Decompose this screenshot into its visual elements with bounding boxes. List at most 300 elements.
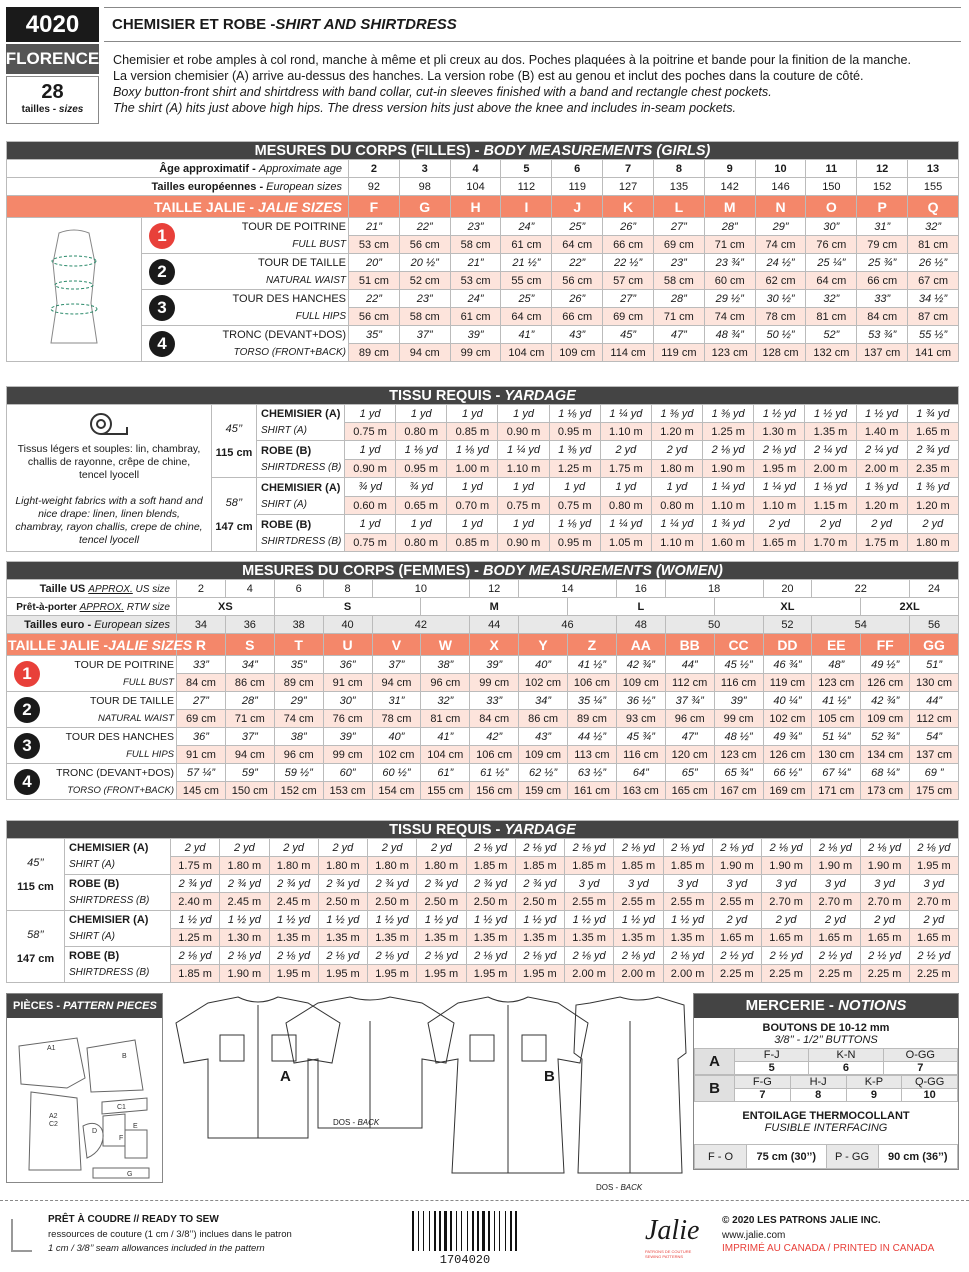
measure-cm-cell: 123 cm bbox=[714, 746, 763, 764]
yardage-yd-cell: 2 ⅛ yd bbox=[614, 947, 663, 965]
yardage-m-cell: 1.95 m bbox=[754, 460, 805, 478]
yardage-yd-cell: ¾ yd bbox=[396, 478, 447, 497]
yardage-yd-cell: 2 ¾ yd bbox=[220, 875, 269, 893]
yardage-yd-cell: 3 yd bbox=[860, 875, 909, 893]
us-size-label: Taille US APPROX. US size bbox=[7, 580, 177, 598]
measure-cm-cell: 123 cm bbox=[704, 344, 755, 362]
measure-inch-cell: 64” bbox=[616, 764, 665, 782]
yardage-yd-cell: 2 ⅛ yd bbox=[466, 839, 515, 857]
measure-inch-cell: 55 ½” bbox=[908, 326, 959, 344]
yardage-yd-cell: 3 yd bbox=[663, 875, 712, 893]
yardage-yd-cell: 2 yd bbox=[805, 515, 856, 534]
yardage-m-cell: 1.35 m bbox=[417, 929, 466, 947]
measure-cm-cell: 105 cm bbox=[812, 710, 861, 728]
yardage-m-cell: 1.10 m bbox=[651, 534, 702, 552]
yardage-yd-cell: 2 ⅛ yd bbox=[171, 947, 220, 965]
yardage-yd-cell: 2 ¼ yd bbox=[805, 441, 856, 460]
yardage-yd-cell: 1 ½ yd bbox=[417, 911, 466, 929]
euro-size-label: Tailles euro - European sizes bbox=[7, 616, 177, 634]
yardage-yd-cell: 2 yd bbox=[856, 515, 907, 534]
measure-cm-cell: 61 cm bbox=[501, 236, 552, 254]
desc-en-2: The shirt (A) hits just above high hips. The dress version hits just above the knee and includes in-seam pockets. bbox=[113, 101, 737, 115]
measure-cm-cell: 109 cm bbox=[552, 344, 603, 362]
yardage-yd-cell: 2 ⅛ yd bbox=[220, 947, 269, 965]
age-label: Âge approximatif - Approximate age bbox=[7, 160, 349, 178]
measure-inch-cell: 33” bbox=[470, 692, 519, 710]
rtw-size-cell: 2XL bbox=[861, 598, 959, 616]
measure-label-en: NATURAL WAIST bbox=[265, 274, 346, 286]
measure-inch-cell: 23” bbox=[450, 218, 501, 236]
measure-cm-cell: 66 cm bbox=[603, 236, 654, 254]
yardage-yd-cell: 2 yd bbox=[762, 911, 811, 929]
euro-cell: 135 bbox=[653, 178, 704, 196]
yardage-m-cell: 0.75 m bbox=[498, 497, 549, 515]
measure-label: TOUR DE TAILLE bbox=[89, 695, 174, 707]
measure-inch-cell: 24” bbox=[450, 290, 501, 308]
measure-cm-cell: 71 cm bbox=[704, 236, 755, 254]
measure-cm-cell: 69 cm bbox=[653, 236, 704, 254]
measure-cm-cell: 66 cm bbox=[857, 272, 908, 290]
measure-cm-cell: 81 cm bbox=[806, 308, 857, 326]
yardage-yd-cell: 1 ½ yd bbox=[368, 911, 417, 929]
measure-inch-cell: 26 ½” bbox=[908, 254, 959, 272]
measure-inch-cell: 39” bbox=[714, 692, 763, 710]
yardage-m-cell: 1.85 m bbox=[614, 857, 663, 875]
measure-inch-cell: 43” bbox=[519, 728, 568, 746]
measure-inch-cell: 42” bbox=[470, 728, 519, 746]
yardage-yd-cell: 2 ¾ yd bbox=[318, 875, 367, 893]
jalie-size-cell: X bbox=[470, 634, 519, 656]
yardage-m-cell: 1.65 m bbox=[712, 929, 761, 947]
measure-inch-cell: 34” bbox=[225, 656, 274, 674]
yardage-m-cell: 1.75 m bbox=[856, 534, 907, 552]
yardage-yd-cell: 1 yd bbox=[345, 405, 396, 423]
yardage-yd-cell: 1 ¼ yd bbox=[600, 515, 651, 534]
euro-cell: 112 bbox=[501, 178, 552, 196]
yardage-yd-cell: 1 yd bbox=[498, 478, 549, 497]
age-cell: 8 bbox=[653, 160, 704, 178]
measure-cm-cell: 56 cm bbox=[552, 272, 603, 290]
yardage-m-cell: 1.85 m bbox=[466, 857, 515, 875]
yardage-yd-cell: 2 yd bbox=[368, 839, 417, 857]
women-measurements-table bbox=[6, 561, 959, 800]
euro-size-cell: 42 bbox=[372, 616, 470, 634]
measure-inch-cell: 41 ½” bbox=[812, 692, 861, 710]
yardage-yd-cell: 1 yd bbox=[447, 405, 498, 423]
measure-inch-cell: 54” bbox=[910, 728, 959, 746]
yardage-yd-cell: 2 ⅛ yd bbox=[515, 947, 564, 965]
yardage-yd-cell: 1 ⅜ yd bbox=[549, 441, 600, 460]
piece-g bbox=[93, 1168, 149, 1178]
measure-3-icon: 3 bbox=[14, 733, 40, 759]
jalie-size-cell: W bbox=[421, 634, 470, 656]
measure-inch-cell: 31” bbox=[372, 692, 421, 710]
age-cell: 9 bbox=[704, 160, 755, 178]
yardage-yd-cell: 2 ⅛ yd bbox=[515, 839, 564, 857]
us-size-cell: 4 bbox=[225, 580, 274, 598]
measure-cm-cell: 173 cm bbox=[861, 782, 910, 800]
measure-cm-cell: 134 cm bbox=[861, 746, 910, 764]
interfacing-range-2: P - GG bbox=[826, 1145, 878, 1169]
dress-b-pocket-left bbox=[470, 1035, 494, 1061]
view-b-buttons-label: B bbox=[695, 1076, 735, 1102]
yardage-title: TISSU REQUIS - YARDAGE bbox=[7, 387, 959, 405]
yardage-yd-cell: 2 ½ yd bbox=[712, 947, 761, 965]
measure-cm-cell: 66 cm bbox=[552, 308, 603, 326]
yardage-m-cell: 1.85 m bbox=[171, 965, 220, 983]
body-figure bbox=[7, 218, 142, 362]
yardage-m-cell: 2.25 m bbox=[860, 965, 909, 983]
a-range-1: F-J bbox=[735, 1049, 809, 1062]
yardage-yd-cell: 1 yd bbox=[549, 478, 600, 497]
euro-label: Tailles européennes - European sizes bbox=[7, 178, 349, 196]
yardage-m-cell: 1.20 m bbox=[651, 423, 702, 441]
yardage-m-cell: 1.95 m bbox=[515, 965, 564, 983]
yardage-yd-cell: 2 ⅛ yd bbox=[663, 947, 712, 965]
measure-label-en: TORSO (FRONT+BACK) bbox=[233, 346, 346, 358]
yardage-yd-cell: 1 yd bbox=[396, 515, 447, 534]
footer bbox=[0, 1200, 969, 1272]
yardage-yd-cell: 1 ⅛ yd bbox=[805, 478, 856, 497]
yardage-yd-cell: 2 ⅛ yd bbox=[565, 839, 614, 857]
girls-title: MESURES DU CORPS (FILLES) - BODY MEASUREMENTS (GIRLS) bbox=[7, 142, 959, 160]
measure-cm-cell: 169 cm bbox=[763, 782, 812, 800]
girls-yardage-table bbox=[6, 386, 959, 552]
measure-cm-cell: 71 cm bbox=[225, 710, 274, 728]
measure-inch-cell: 49 ¾” bbox=[763, 728, 812, 746]
yardage-m-cell: 1.25 m bbox=[549, 460, 600, 478]
measure-2-icon: 2 bbox=[149, 259, 175, 285]
yardage-yd-cell: 1 ⅛ yd bbox=[549, 515, 600, 534]
measure-1-icon: 1 bbox=[149, 223, 175, 249]
yardage-yd-cell: 2 ¾ yd bbox=[269, 875, 318, 893]
jalie-size-cell: G bbox=[399, 196, 450, 218]
measure-cm-cell: 69 cm bbox=[177, 710, 226, 728]
yardage-m-cell: 1.85 m bbox=[515, 857, 564, 875]
fabric-width: 45’’ 115 cm bbox=[7, 839, 65, 911]
measure-cm-cell: 53 cm bbox=[450, 272, 501, 290]
measure-inch-cell: 26” bbox=[603, 218, 654, 236]
shirt-a-pocket-left bbox=[220, 1035, 244, 1061]
euro-cell: 119 bbox=[552, 178, 603, 196]
measure-inch-cell: 62 ½” bbox=[519, 764, 568, 782]
yardage-yd-cell: 1 ¾ yd bbox=[907, 405, 958, 423]
measure-cm-cell: 99 cm bbox=[470, 674, 519, 692]
b-range-3: K-P bbox=[846, 1076, 902, 1089]
label-c2: C2 bbox=[49, 1121, 58, 1128]
fabric-width: 58’’ 147 cm bbox=[212, 478, 257, 552]
measure-inch-cell: 24” bbox=[501, 218, 552, 236]
measure-label-en: FULL BUST bbox=[292, 238, 346, 250]
yardage-yd-cell: 2 ⅛ yd bbox=[909, 839, 958, 857]
us-size-cell: 24 bbox=[910, 580, 959, 598]
measure-cm-cell: 84 cm bbox=[857, 308, 908, 326]
measure-inch-cell: 48 ½” bbox=[714, 728, 763, 746]
euro-cell: 155 bbox=[908, 178, 959, 196]
measure-cm-cell: 84 cm bbox=[470, 710, 519, 728]
measure-inch-cell: 46 ¾” bbox=[763, 656, 812, 674]
measure-inch-cell: 40” bbox=[372, 728, 421, 746]
measure-inch-cell: 24 ½” bbox=[755, 254, 806, 272]
yardage-m-cell: 1.35 m bbox=[565, 929, 614, 947]
measure-cm-cell: 89 cm bbox=[274, 674, 323, 692]
measure-inch-cell: 40” bbox=[519, 656, 568, 674]
yardage-m-cell: 1.95 m bbox=[417, 965, 466, 983]
measure-inch-cell: 47” bbox=[665, 728, 714, 746]
yardage-yd-cell: 1 ¼ yd bbox=[703, 478, 754, 497]
yardage-m-cell: 2.25 m bbox=[762, 965, 811, 983]
measure-inch-cell: 29 ½” bbox=[704, 290, 755, 308]
euro-size-cell: 50 bbox=[665, 616, 763, 634]
measure-3-icon: 3 bbox=[149, 295, 175, 321]
yardage-yd-cell: 2 ⅛ yd bbox=[703, 441, 754, 460]
age-cell: 10 bbox=[755, 160, 806, 178]
measure-inch-cell: 31” bbox=[857, 218, 908, 236]
b-count-2: 8 bbox=[790, 1089, 846, 1102]
fabric-note-fr: Tissus légers et souples: lin, chambray, challis de rayonne, crêpe de chine, tencel lyocell bbox=[17, 443, 201, 481]
measure-cm-cell: 167 cm bbox=[714, 782, 763, 800]
measure-cm-cell: 113 cm bbox=[568, 746, 617, 764]
measure-cm-cell: 91 cm bbox=[177, 746, 226, 764]
yardage-m-cell: 2.40 m bbox=[171, 893, 220, 911]
measure-cm-cell: 126 cm bbox=[861, 674, 910, 692]
yardage-m-cell: 0.80 m bbox=[600, 497, 651, 515]
measure-inch-cell: 33” bbox=[857, 290, 908, 308]
fabric-roll-icon bbox=[87, 409, 131, 439]
yardage-m-cell: 2.45 m bbox=[269, 893, 318, 911]
measure-label: TOUR DE TAILLE bbox=[257, 257, 346, 269]
yardage-m-cell: 1.25 m bbox=[703, 423, 754, 441]
measure-cm-cell: 64 cm bbox=[552, 236, 603, 254]
measure-inch-cell: 21” bbox=[450, 254, 501, 272]
yardage-m-cell: 1.90 m bbox=[712, 857, 761, 875]
label-c1: C1 bbox=[117, 1104, 126, 1111]
measure-cm-cell: 76 cm bbox=[323, 710, 372, 728]
measure-cm-cell: 106 cm bbox=[568, 674, 617, 692]
jalie-label: TAILLE JALIE - JALIE SIZES bbox=[7, 196, 349, 218]
a-range-3: O-GG bbox=[883, 1049, 957, 1062]
yardage-m-cell: 1.65 m bbox=[907, 423, 958, 441]
measure-inch-cell: 65 ¾” bbox=[714, 764, 763, 782]
measure-inch-cell: 49 ½” bbox=[861, 656, 910, 674]
measure-cm-cell: 153 cm bbox=[323, 782, 372, 800]
measure-label-en: TORSO (FRONT+BACK) bbox=[67, 784, 174, 796]
us-size-cell: 6 bbox=[274, 580, 323, 598]
euro-size-cell: 38 bbox=[274, 616, 323, 634]
yardage-yd-cell: 3 yd bbox=[565, 875, 614, 893]
a-count-3: 7 bbox=[883, 1062, 957, 1075]
measure-inch-cell: 27” bbox=[177, 692, 226, 710]
yardage-m-cell: 1.35 m bbox=[515, 929, 564, 947]
measure-cm-cell: 106 cm bbox=[470, 746, 519, 764]
measure-cm-cell: 74 cm bbox=[755, 236, 806, 254]
yardage-m-cell: 1.65 m bbox=[909, 929, 958, 947]
measure-cm-cell: 102 cm bbox=[372, 746, 421, 764]
measure-inch-cell: 60” bbox=[323, 764, 372, 782]
yardage-m-cell: 1.65 m bbox=[860, 929, 909, 947]
yardage-yd-cell: 2 ⅛ yd bbox=[614, 839, 663, 857]
yardage-yd-cell: 1 ½ yd bbox=[565, 911, 614, 929]
yardage-yd-cell: 1 ½ yd bbox=[614, 911, 663, 929]
size-count-label: tailles - sizes bbox=[21, 104, 84, 115]
yardage-m-cell: 0.85 m bbox=[447, 423, 498, 441]
yardage-m-cell: 2.00 m bbox=[856, 460, 907, 478]
measure-cm-cell: 109 cm bbox=[861, 710, 910, 728]
measure-1-icon: 1 bbox=[14, 661, 40, 687]
euro-size-cell: 56 bbox=[910, 616, 959, 634]
measure-inch-cell: 44 ½” bbox=[568, 728, 617, 746]
euro-cell: 104 bbox=[450, 178, 501, 196]
jalie-size-cell: FF bbox=[861, 634, 910, 656]
measure-inch-cell: 40 ¼” bbox=[763, 692, 812, 710]
yardage-m-cell: 1.85 m bbox=[663, 857, 712, 875]
measure-inch-cell: 25 ¼” bbox=[806, 254, 857, 272]
yardage-yd-cell: 1 yd bbox=[498, 405, 549, 423]
age-cell: 13 bbox=[908, 160, 959, 178]
yardage-m-cell: 1.90 m bbox=[703, 460, 754, 478]
measure-inch-cell: 69 ” bbox=[910, 764, 959, 782]
measure-cm-cell: 119 cm bbox=[653, 344, 704, 362]
interfacing-label: ENTOILAGE THERMOCOLLANT bbox=[742, 1110, 910, 1122]
measure-cm-cell: 58 cm bbox=[399, 308, 450, 326]
pattern-pieces-box bbox=[6, 993, 163, 1183]
measure-cm-cell: 96 cm bbox=[274, 746, 323, 764]
measure-inch-cell: 28” bbox=[225, 692, 274, 710]
rtw-size-cell: XL bbox=[714, 598, 861, 616]
yardage-yd-cell: 1 ½ yd bbox=[754, 405, 805, 423]
measure-inch-cell: 26” bbox=[552, 290, 603, 308]
yardage-yd-cell: 1 yd bbox=[498, 515, 549, 534]
yardage-m-cell: 1.05 m bbox=[600, 534, 651, 552]
jalie-size-cell: I bbox=[501, 196, 552, 218]
yardage-m-cell: 2.55 m bbox=[712, 893, 761, 911]
yardage-yd-cell: 2 yd bbox=[318, 839, 367, 857]
euro-size-cell: 36 bbox=[225, 616, 274, 634]
yardage-view-label: ROBE (B) SHIRTDRESS (B) bbox=[65, 875, 171, 911]
fabric-note bbox=[7, 405, 212, 552]
jalie-size-cell: U bbox=[323, 634, 372, 656]
yardage-yd-cell: 1 ⅜ yd bbox=[703, 405, 754, 423]
measure-cm-cell: 89 cm bbox=[568, 710, 617, 728]
yardage-view-label: CHEMISIER (A) SHIRT (A) bbox=[65, 839, 171, 875]
measure-cm-cell: 119 cm bbox=[763, 674, 812, 692]
label-b: B bbox=[122, 1053, 127, 1060]
measure-cm-cell: 112 cm bbox=[665, 674, 714, 692]
jalie-size-label: TAILLE JALIE -JALIE SIZES bbox=[7, 634, 177, 656]
jalie-size-cell: CC bbox=[714, 634, 763, 656]
measure-cm-cell: 102 cm bbox=[763, 710, 812, 728]
measure-inch-cell: 33” bbox=[177, 656, 226, 674]
measure-label-en: FULL HIPS bbox=[126, 748, 174, 760]
measure-inch-cell: 27” bbox=[603, 290, 654, 308]
yardage-m-cell: 0.85 m bbox=[447, 534, 498, 552]
yardage-yd-cell: 3 yd bbox=[614, 875, 663, 893]
girls-measurements-table bbox=[6, 141, 959, 362]
measure-inch-cell: 22” bbox=[552, 254, 603, 272]
label-e: E bbox=[133, 1123, 138, 1130]
yardage-m-cell: 1.20 m bbox=[856, 497, 907, 515]
measure-cm-cell: 132 cm bbox=[806, 344, 857, 362]
scissors-icon bbox=[8, 1215, 36, 1255]
yardage-yd-cell: 1 ¾ yd bbox=[703, 515, 754, 534]
measure-inch-cell: 37” bbox=[399, 326, 450, 344]
measure-cm-cell: 64 cm bbox=[806, 272, 857, 290]
b-count-4: 10 bbox=[902, 1089, 958, 1102]
yardage-view-label: CHEMISIER (A) SHIRT (A) bbox=[257, 478, 345, 515]
yardage-yd-cell: 1 ½ yd bbox=[466, 911, 515, 929]
yardage-m-cell: 1.10 m bbox=[754, 497, 805, 515]
measure-cm-cell: 145 cm bbox=[177, 782, 226, 800]
measure-label-en: FULL HIPS bbox=[295, 310, 346, 322]
measure-cm-cell: 123 cm bbox=[812, 674, 861, 692]
yardage-m-cell: 1.30 m bbox=[220, 929, 269, 947]
measure-inch-cell: 39” bbox=[450, 326, 501, 344]
measure-inch-cell: 30” bbox=[806, 218, 857, 236]
measure-inch-cell: 50 ½” bbox=[755, 326, 806, 344]
measure-cm-cell: 52 cm bbox=[399, 272, 450, 290]
yardage-m-cell: 2.35 m bbox=[907, 460, 958, 478]
website-link[interactable]: www.jalie.com bbox=[722, 1230, 786, 1241]
jalie-size-cell: H bbox=[450, 196, 501, 218]
measure-cm-cell: 128 cm bbox=[755, 344, 806, 362]
measure-label-en: NATURAL WAIST bbox=[97, 712, 174, 724]
measure-inch-cell: 59 ½” bbox=[274, 764, 323, 782]
measure-inch-cell: 35” bbox=[274, 656, 323, 674]
measure-cm-cell: 96 cm bbox=[665, 710, 714, 728]
view-a-back-label: DOS - BACK bbox=[333, 1118, 380, 1127]
yardage-view-label: CHEMISIER (A) SHIRT (A) bbox=[257, 405, 345, 441]
desc-fr-2: La version chemisier (A) arrive au-dessus des hanches. La version robe (B) est au genou et inclut des poches dans la couture de côté. bbox=[113, 69, 864, 83]
measure-inch-cell: 29” bbox=[274, 692, 323, 710]
fabric-width: 45’’ 115 cm bbox=[212, 405, 257, 478]
measure-inch-cell: 45” bbox=[603, 326, 654, 344]
yardage-m-cell: 1.75 m bbox=[171, 857, 220, 875]
measure-cm-cell: 51 cm bbox=[349, 272, 400, 290]
label-a1: A1 bbox=[47, 1045, 56, 1052]
b-count-3: 9 bbox=[846, 1089, 902, 1102]
yardage-m-cell: 0.95 m bbox=[549, 534, 600, 552]
measure-inch-cell: 68 ¼” bbox=[861, 764, 910, 782]
yardage-yd-cell: 1 ½ yd bbox=[318, 911, 367, 929]
yardage-m-cell: 1.80 m bbox=[318, 857, 367, 875]
yardage-m-cell: 1.15 m bbox=[805, 497, 856, 515]
yardage-yd-cell: 2 ½ yd bbox=[762, 947, 811, 965]
desc-fr-1: Chemisier et robe amples à col rond, manche à même et pli creux au dos. Poches plaquées à la poitrine et bande pour la finition de la manche. bbox=[113, 53, 912, 67]
view-a-buttons-label: A bbox=[695, 1049, 735, 1075]
pattern-name: FLORENCE bbox=[6, 44, 99, 74]
measure-cm-cell: 78 cm bbox=[755, 308, 806, 326]
measure-inch-cell: 30 ½” bbox=[755, 290, 806, 308]
measure-cm-cell: 159 cm bbox=[519, 782, 568, 800]
measure-cm-cell: 60 cm bbox=[704, 272, 755, 290]
measure-cm-cell: 154 cm bbox=[372, 782, 421, 800]
yardage-yd-cell: 1 ⅛ yd bbox=[396, 441, 447, 460]
euro-cell: 146 bbox=[755, 178, 806, 196]
yardage-yd-cell: 2 ¾ yd bbox=[515, 875, 564, 893]
notions-title: MERCERIE - NOTIONS bbox=[694, 994, 958, 1018]
measure-cm-cell: 89 cm bbox=[349, 344, 400, 362]
yardage-m-cell: 0.60 m bbox=[345, 497, 396, 515]
yardage-yd-cell: 2 ⅛ yd bbox=[663, 839, 712, 857]
yardage-m-cell: 1.65 m bbox=[811, 929, 860, 947]
yardage-m-cell: 2.45 m bbox=[220, 893, 269, 911]
measure-inch-cell: 65” bbox=[665, 764, 714, 782]
measure-inch-cell: 32” bbox=[421, 692, 470, 710]
jalie-size-cell: J bbox=[552, 196, 603, 218]
yardage-yd-cell: 2 ¾ yd bbox=[466, 875, 515, 893]
measure-cm-cell: 130 cm bbox=[812, 746, 861, 764]
seam-allowance-fr: ressources de couture (1 cm / 3/8’’) inclues dans le patron bbox=[48, 1229, 292, 1240]
